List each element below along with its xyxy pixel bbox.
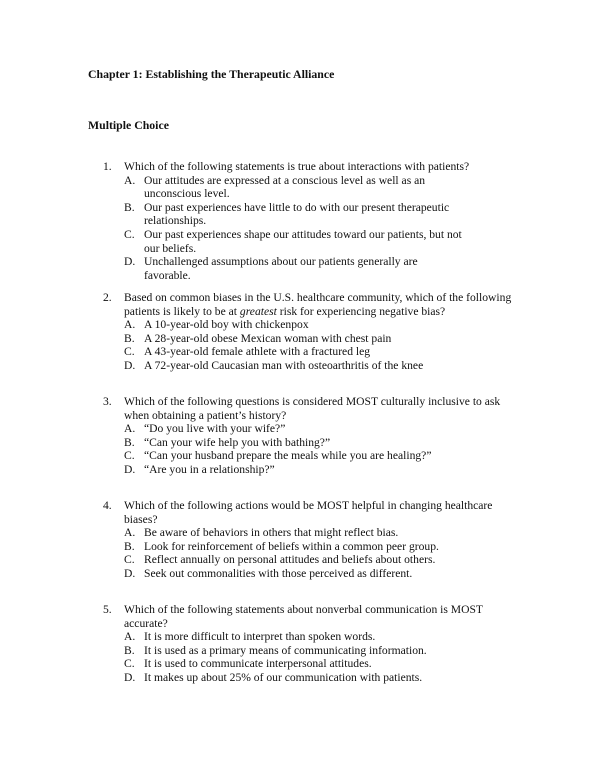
option-text: It is used to communicate interpersonal attitudes. (144, 657, 372, 671)
question-1 (96, 160, 516, 282)
option-text: “Are you in a relationship?” (144, 462, 275, 476)
option-letter: A. (124, 630, 136, 644)
option-b (96, 540, 464, 554)
option-d (96, 671, 464, 685)
question-3 (96, 395, 516, 477)
option-a (96, 174, 464, 201)
question-text: Which of the following statements is true about interactions with patients? (124, 160, 470, 173)
option-a (96, 318, 464, 332)
option-text: It is more difficult to interpret than spoken words. (144, 630, 376, 644)
question-4-stem (96, 499, 516, 526)
option-text: A 72-year-old Caucasian man with osteoarthritis of the knee (144, 358, 424, 372)
option-letter: A. (124, 422, 136, 436)
option-letter: B. (124, 539, 135, 553)
question-text: Which of the following statements about nonverbal communication is MOST accurate? (124, 603, 483, 630)
chapter-title: Chapter 1: Establishing the Therapeutic Alliance (88, 67, 335, 81)
option-list (96, 174, 516, 283)
option-text: Our past experiences have little to do with our present therapeutic relationships. (144, 200, 450, 228)
question-text-after: risk for experiencing negative bias? (276, 304, 446, 318)
option-c (96, 345, 464, 359)
option-a (96, 422, 464, 436)
option-letter: C. (124, 553, 135, 567)
option-letter: C. (124, 449, 135, 463)
option-c (96, 657, 464, 671)
option-letter: B. (124, 643, 135, 657)
option-text: Seek out commonalities with those perceived as different. (144, 566, 413, 580)
option-letter: D. (124, 462, 136, 476)
section-title: Multiple Choice (88, 118, 169, 132)
question-5 (96, 603, 516, 685)
question-1-stem (96, 160, 516, 174)
question-2 (96, 291, 516, 373)
question-5-stem (96, 603, 516, 630)
option-text: “Can your wife help you with bathing?” (144, 435, 331, 449)
question-emphasis: greatest (239, 304, 277, 318)
option-letter: B. (124, 200, 135, 214)
option-b (96, 436, 464, 450)
question-number: 2. (103, 291, 112, 304)
option-d (96, 463, 464, 477)
option-d (96, 567, 464, 581)
option-text: Reflect annually on personal attitudes and beliefs about others. (144, 553, 436, 567)
option-b (96, 332, 464, 346)
question-3-stem (96, 395, 516, 422)
option-list (96, 422, 516, 476)
option-d (96, 359, 464, 373)
option-text: Our attitudes are expressed at a conscious level as well as an unconscious level. (144, 173, 426, 201)
question-number: 4. (103, 499, 112, 512)
question-text (124, 291, 511, 318)
option-letter: A. (124, 526, 136, 540)
option-letter: C. (124, 227, 135, 241)
question-number: 3. (103, 395, 112, 408)
question-number: 1. (103, 160, 112, 173)
option-letter: D. (124, 255, 136, 269)
option-text: Look for reinforcement of beliefs within a common peer group. (144, 539, 439, 553)
option-text: A 43-year-old female athlete with a fractured leg (144, 345, 371, 359)
option-c (96, 228, 464, 255)
option-c (96, 553, 464, 567)
option-b (96, 644, 464, 658)
option-letter: C. (124, 657, 135, 671)
option-c (96, 449, 464, 463)
option-list (96, 318, 516, 372)
option-list (96, 526, 516, 580)
option-letter: D. (124, 670, 136, 684)
option-text: “Do you live with your wife?” (144, 422, 286, 436)
question-text: Which of the following questions is considered MOST culturally inclusive to ask when obtaining a patient’s history? (124, 395, 501, 422)
option-b (96, 201, 464, 228)
option-text: A 10-year-old boy with chickenpox (144, 318, 309, 332)
question-text-before: Based on common biases in the U.S. healthcare community, which of the following patients is likely to be at (124, 291, 512, 318)
option-letter: B. (124, 435, 135, 449)
question-4 (96, 499, 516, 581)
option-text: “Can your husband prepare the meals while you are healing?” (144, 449, 432, 463)
option-letter: C. (124, 345, 135, 359)
option-a (96, 630, 464, 644)
option-list (96, 630, 516, 684)
option-text: A 28-year-old obese Mexican woman with chest pain (144, 331, 392, 345)
option-letter: A. (124, 173, 136, 187)
option-letter: D. (124, 566, 136, 580)
option-a (96, 526, 464, 540)
option-text: It is used as a primary means of communicating information. (144, 643, 427, 657)
option-letter: D. (124, 358, 136, 372)
question-text: Which of the following actions would be MOST helpful in changing healthcare biases? (124, 499, 493, 526)
option-text: Our past experiences shape our attitudes toward our patients, but not our beliefs. (144, 227, 462, 255)
option-text: It makes up about 25% of our communication with patients. (144, 670, 423, 684)
option-letter: B. (124, 331, 135, 345)
option-d (96, 255, 464, 282)
option-text: Be aware of behaviors in others that might reflect bias. (144, 526, 399, 540)
option-letter: A. (124, 318, 136, 332)
option-text: Unchallenged assumptions about our patients generally are favorable. (144, 255, 418, 282)
question-2-stem (96, 291, 516, 318)
question-number: 5. (103, 603, 112, 616)
